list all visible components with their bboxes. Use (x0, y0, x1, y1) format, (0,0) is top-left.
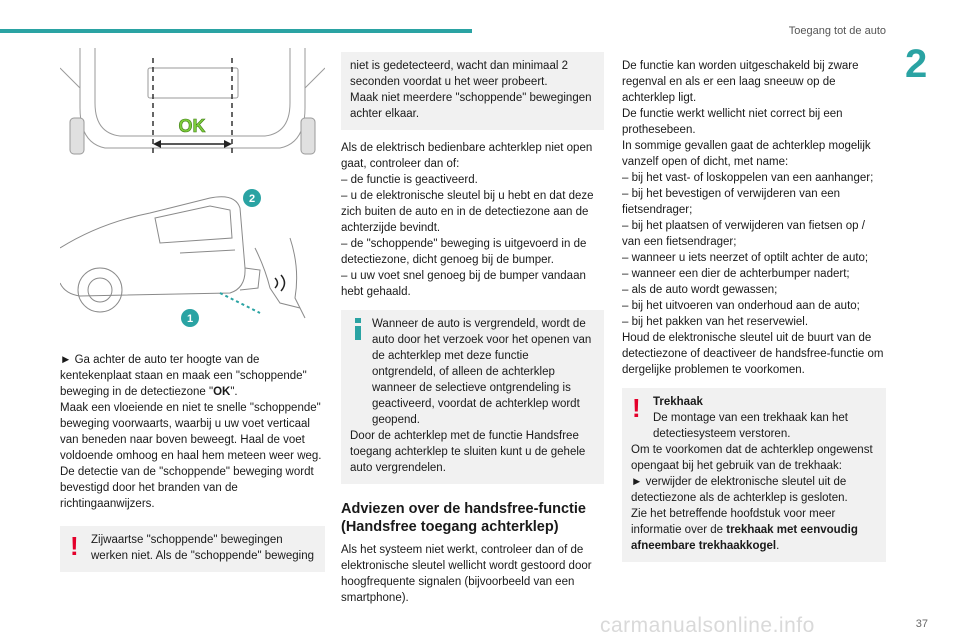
paragraph-rain: De functie kan worden uitgeschakeld bij zware regenval en als er een laag sneeuw op de achterklep ligt. (622, 60, 859, 104)
warning-box-continued: niet is gedetecteerd, wacht dan minimaal 2 seconden voordat u het weer probeert. Maak niet meerdere "schoppende" bewegingen achter elkaar. (341, 52, 604, 130)
svg-text:1: 1 (186, 313, 194, 325)
case-item: – bij het bevestigen of verwijderen van een fietsendrager; (622, 188, 841, 216)
ok-label: OK (178, 116, 206, 136)
warning-title: Trekhaak (653, 396, 703, 408)
warning-box-sideways: ! Zijwaartse "schoppende" bewegingen werken niet. Als de "schoppende" beweging (60, 526, 325, 572)
step-instruction: ► Ga achter de auto ter hoogte van de kentekenplaat staan en maak een "schoppende" beweging in de detectiezone "OK". (60, 354, 307, 398)
paragraph-prosthesis: De functie werkt wellicht niet correct bij een prothesebeen. (622, 108, 843, 136)
section-title-advice: Adviezen over de handsfree-functie (Handsfree toegang achterklep) (341, 501, 586, 535)
svg-text:2: 2 (248, 193, 256, 205)
watermark: carmanualsonline.info (600, 614, 815, 637)
paragraph-keep-key-away: Houd de elektronische sleutel uit de buurt van de detectiezone of deactiveer de handsfree-functie om dergelijke problemen te voorkomen. (622, 332, 884, 376)
rear-bumper-illustration (60, 48, 325, 170)
case-item: – bij het pakken van het reservewiel. (622, 316, 809, 328)
check-item: – u de elektronische sleutel bij u hebt en dat deze zich buiten de auto en in de detectiezone aan de achterzijde bevindt. (341, 190, 594, 234)
column-1 (60, 48, 325, 572)
case-item: – bij het vast- of loskoppelen van een aanhanger; (622, 172, 874, 184)
info-icon (351, 318, 365, 340)
warning-step: ► verwijder de elektronische sleutel uit de detectiezone als de achterklep is gesloten. (631, 476, 848, 504)
page-number: 37 (915, 618, 928, 630)
chapter-number: 2 (905, 42, 928, 86)
towbar-reference: trekhaak met eenvoudig afneembare trekhaakkogel (631, 524, 858, 552)
suv-kick-illustration (60, 178, 325, 338)
case-item: – wanneer een dier de achterbumper nadert; (622, 268, 850, 280)
paragraph-cases-intro: In sommige gevallen gaat de achterklep mogelijk vanzelf open of dicht, met name: (622, 140, 871, 168)
figure-rear-view (60, 48, 325, 170)
step-arrow-icon: ► (631, 476, 643, 488)
info-box-unlock: Wanneer de auto is vergrendeld, wordt de auto door het verzoek voor het openen van de achterklep met deze functie ontgrendeld, of alleen de achterklep wanneer de selectieve ontgrendeling is geactiveerd, voordat de achterklep wordt geopend. Door de achterklep met de functie Handsfree toegang achterklep te sluiten kunt u de gehele auto vergrendelen. (341, 310, 604, 484)
step-arrow-icon: ► (60, 354, 72, 366)
column-2 (341, 52, 604, 606)
warning-box-towbar: ! Trekhaak De montage van een trekhaak kan het detectiesysteem verstoren. Om te voorkomen dat de achterklep ongewenst opengaat bij het gebruik van de trekhaak: ► verwijder de elektronische sleutel uit de detectiezone als de achterklep is gesloten. Zie het betreffende hoofdstuk voor meer informatie over de trekhaak met eenvoudig afneembare trekhaakkogel. (622, 388, 886, 562)
column-3 (622, 58, 886, 562)
paragraph-kick-motion: Maak een vloeiende en niet te snelle "schoppende" beweging voorwaarts, waarbij u uw voet verticaal van beneden naar boven beweegt. Haal de voet voldoende omhoog en haal hem meteen weer weg. (60, 402, 322, 462)
figure-kick-gesture (60, 178, 325, 338)
check-item: – de functie is geactiveerd. (341, 174, 478, 186)
check-intro: Als de elektrisch bedienbare achterklep niet open gaat, controleer dan of: (341, 142, 593, 170)
case-item: – bij het uitvoeren van onderhoud aan de auto; (622, 300, 860, 312)
warning-exclamation-icon: ! (632, 393, 641, 423)
check-item: – de "schoppende" beweging is uitgevoerd in de detectiezone, dicht genoeg bij de bumper. (341, 238, 587, 266)
page-header-title: Toegang tot de auto (788, 25, 886, 37)
header-accent-bar (0, 29, 472, 33)
warning-exclamation-icon: ! (70, 531, 79, 561)
case-item: – wanneer u iets neerzet of optilt achter de auto; (622, 252, 869, 264)
check-item: – u uw voet snel genoeg bij de bumper vandaan hebt gehaald. (341, 270, 586, 298)
case-item: – als de auto wordt gewassen; (622, 284, 778, 296)
paragraph-detection-confirm: De detectie van de "schoppende" beweging wordt bevestigd door het branden van de richtingaanwijzers. (60, 466, 314, 510)
section-paragraph: Als het systeem niet werkt, controleer dan of de elektronische sleutel wellicht wordt gestoord door hoogfrequente signalen (bijvoorbeeld van een smartphone). (341, 544, 592, 604)
case-item: – bij het plaatsen of verwijderen van fietsen op / van een fietsendrager; (622, 220, 865, 248)
